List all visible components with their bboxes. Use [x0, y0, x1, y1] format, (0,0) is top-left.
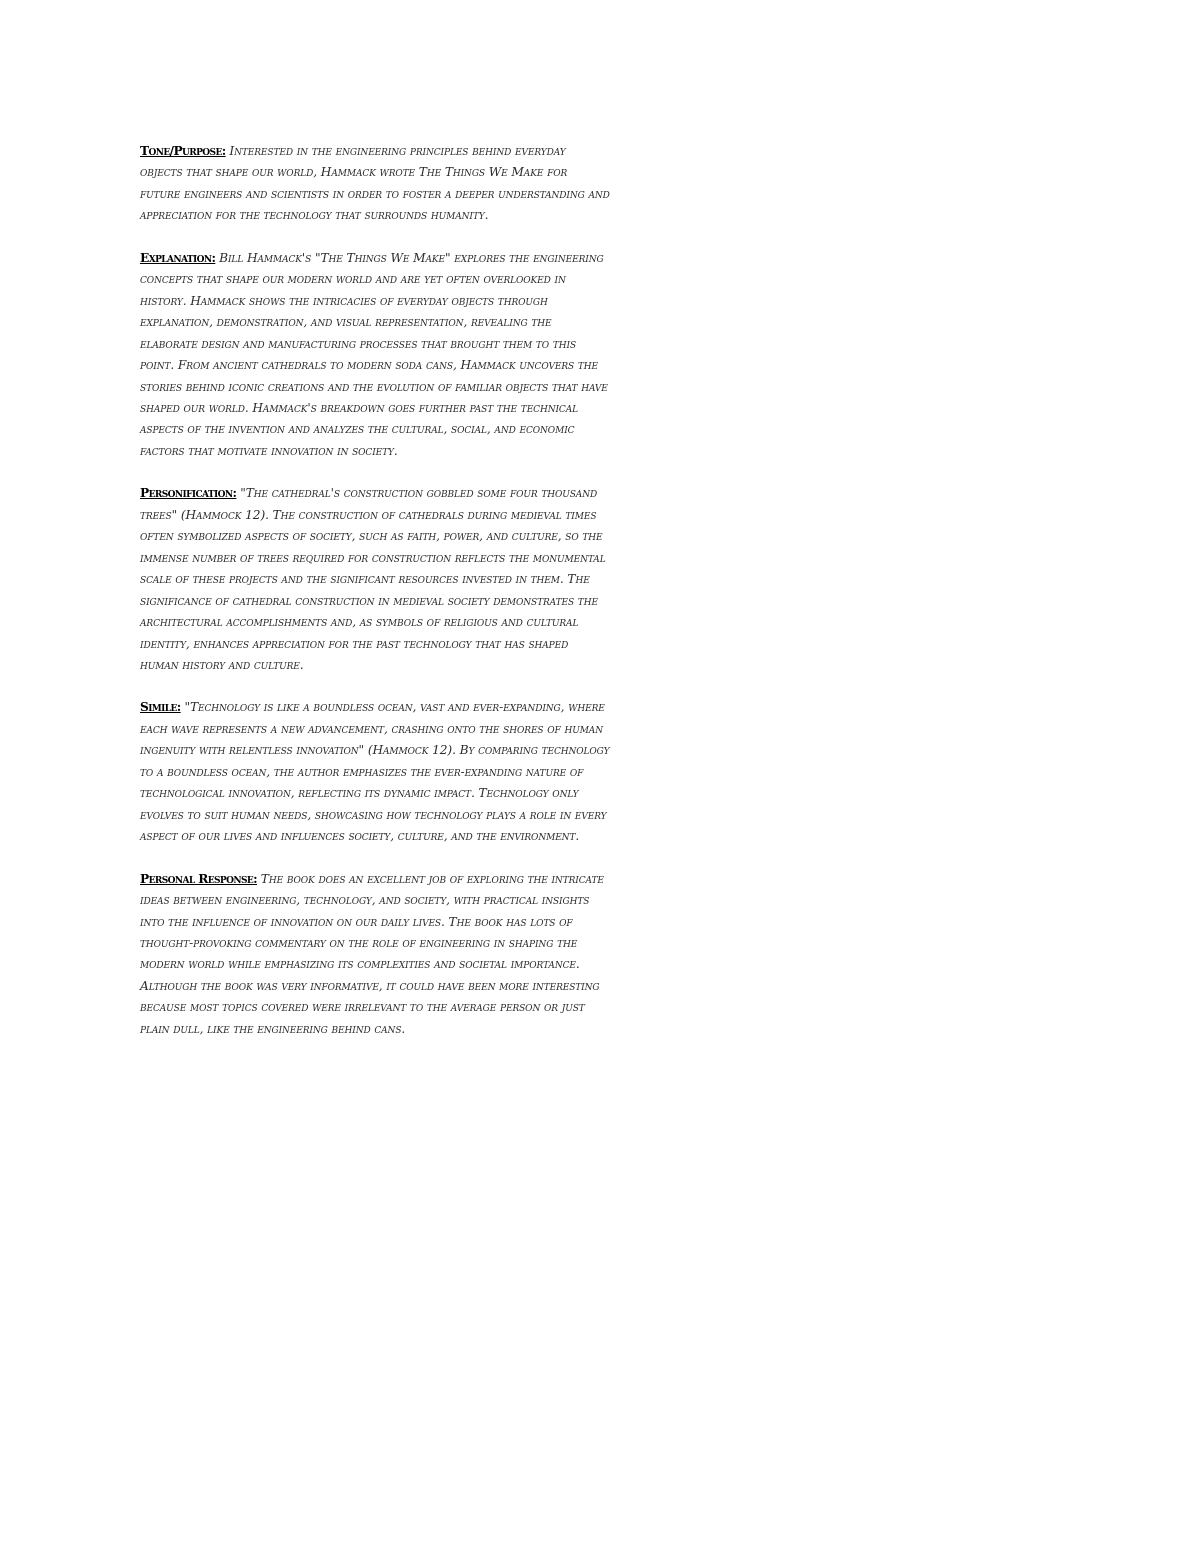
section-personification: [140, 483, 610, 676]
section-text: The book does an excellent job of exploring the intricate ideas between engineering, technology, and society, with practical insights into the influence of innovation on our daily lives. The book has lots of thought-provoking commentary on the role of engineering in shaping the modern world while emphasizing its complexities and societal importance. Although the book was very informative, it could have been more interesting because most topics covered were irrelevant to the average person or just plain dull, like the engineering behind cans.: [140, 871, 604, 1036]
section-simile: [140, 697, 610, 847]
section-text: "Technology is like a boundless ocean, vast and ever-expanding, where each wave represents a new advancement, crashing onto the shores of human ingenuity with relentless innovation" (Hammock 12). By comparing technology to a boundless ocean, the author emphasizes the ever-expanding nature of technological innovation, reflecting its dynamic impact. Technology only evolves to suit human needs, showcasing how technology plays a role in every aspect of our lives and influences society, culture, and the environment.: [140, 700, 610, 844]
section-term: Explanation:: [140, 250, 216, 265]
section-text: "The cathedral's construction gobbled some four thousand trees" (Hammock 12). The construction of cathedrals during medieval times often symbolized aspects of society, such as faith, power, and culture, so the immense number of trees required for construction reflects the monumental scale of these projects and the significant resources invested in them. The significance of cathedral construction in medieval society demonstrates the architectural accomplishments and, as symbols of religious and cultural identity, enhances appreciation for the past technology that has shaped human history and culture.: [140, 486, 606, 672]
section-text: Bill Hammack's "The Things We Make" explores the engineering concepts that shape our modern world and are yet often overlooked in history. Hammack shows the intricacies of everyday objects through explanation, demonstration, and visual representation, revealing the elaborate design and manufacturing processes that brought them to this point. From ancient cathedrals to modern soda cans, Hammack uncovers the stories behind iconic creations and the evolution of familiar objects that have shaped our world. Hammack's breakdown goes further past the technical aspects of the invention and analyzes the cultural, social, and economic factors that motivate innovation in society.: [140, 250, 608, 458]
section-term: Tone/Purpose:: [140, 144, 226, 158]
section-term: Personification:: [140, 486, 237, 501]
section-tone-purpose: [140, 141, 610, 227]
section-text: Interested in the engineering principles behind everyday objects that shape our world, Hammack wrote The Things We Make for future engineers and scientists in order to foster a deeper understanding and appreciation for the technology that surrounds humanity.: [140, 144, 610, 223]
section-explanation: [140, 248, 610, 463]
section-term: Simile:: [140, 700, 181, 715]
section-personal-response: [140, 869, 610, 1041]
section-term: Personal Response:: [140, 871, 258, 886]
document-body: [140, 141, 610, 1061]
